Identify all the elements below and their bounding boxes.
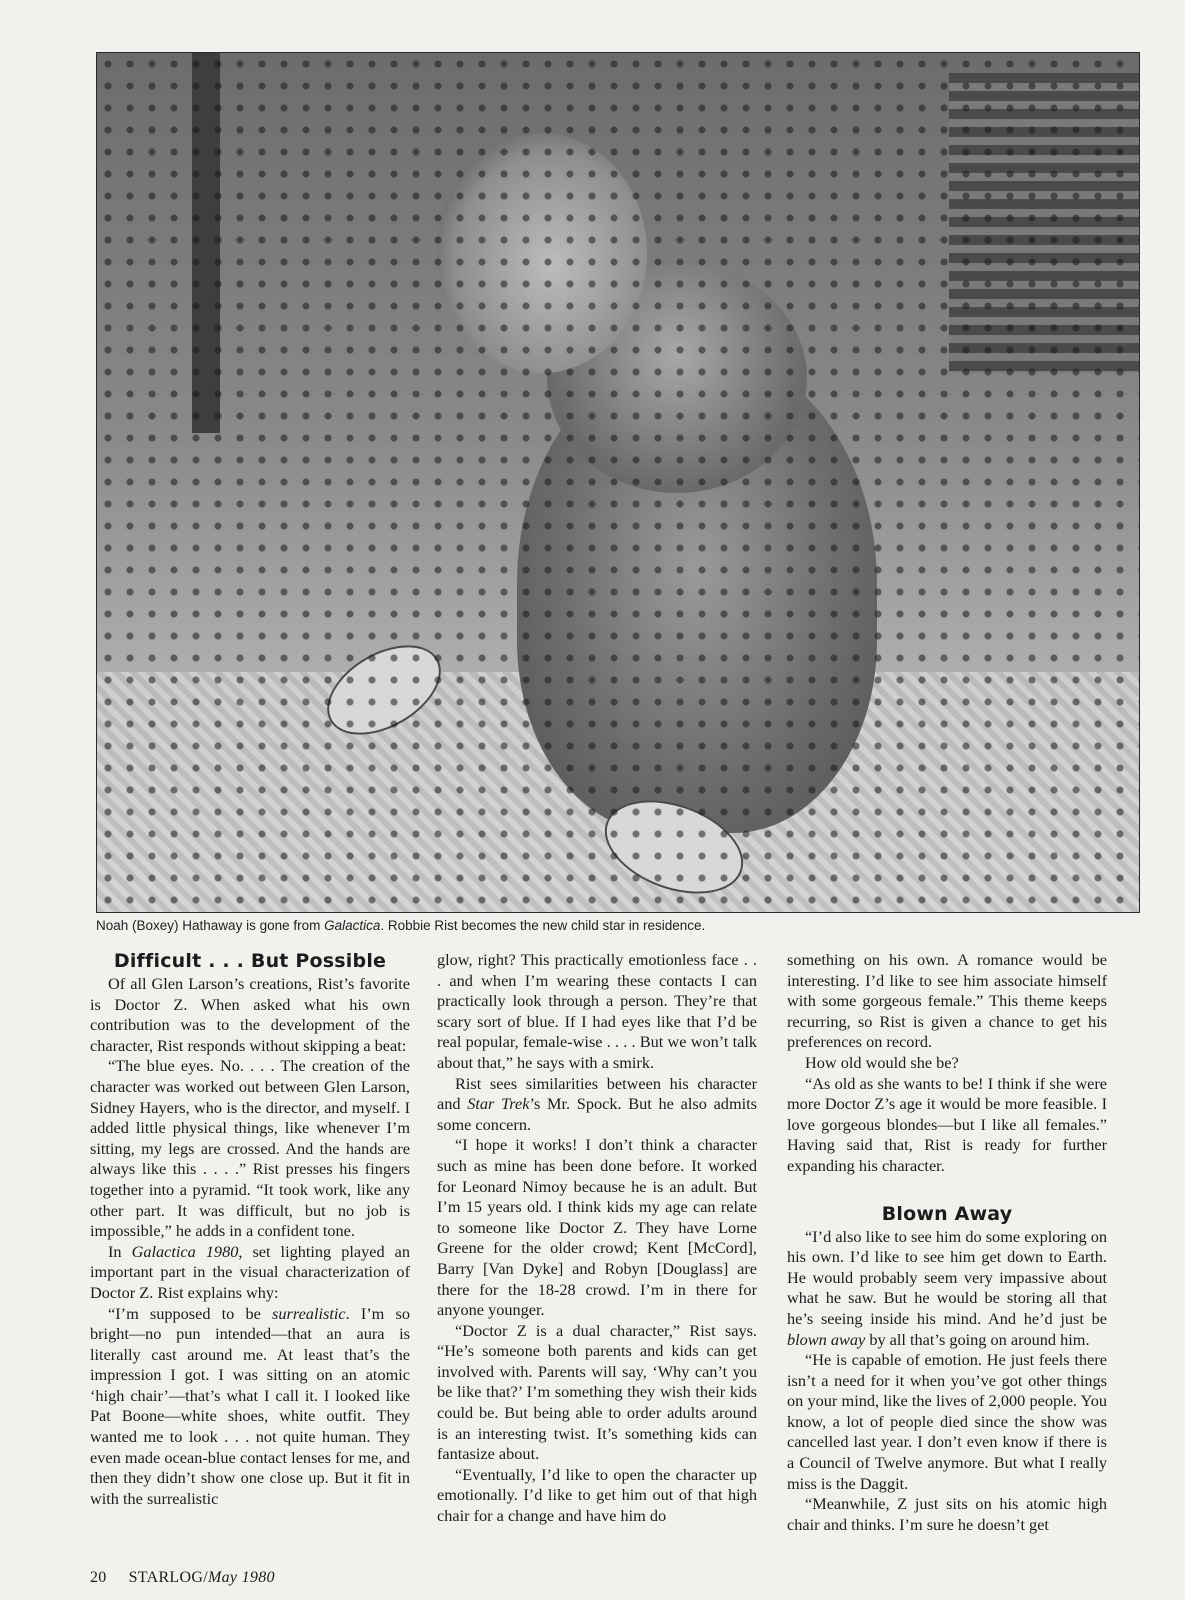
section-heading: Difficult . . . But Possible [113,950,387,972]
photo-halftone [97,53,1139,912]
paragraph: “Eventually, I’d like to open the character up emotionally. I’d like to get him out of that high chair for a change and have him do [437,1464,757,1526]
article-column-2 [437,950,757,1527]
paragraph: “The blue eyes. No. . . . The creation of the character was worked out between Glen Larson, Sidney Hayers, who is the director, and myself. I added little physical things, like whenever I’m sitting, my legs are crossed. And the hands are always like this . . . .” Rist presses his fingers together into a pyramid. “It took work, like any other part. It was difficult, but no job is impossible,” he adds in a confident tone. [90,1056,410,1241]
issue-date: May 1980 [207,1569,275,1586]
paragraph: How old would she be? [805,1052,959,1072]
paragraph: “I’m supposed to be surrealistic. I’m so bright—no pun intended—that an aura is literally cast around me. At least that’s the impression I got. I was sitting on an atomic ‘high chair’—that’s what I call it. I looked like Pat Boone—white shoes, white outfit. They wanted me to look . . . not quite human. They even made ocean-blue contact lenses for me, and then they didn’t show one close up. But it fit in with the surrealistic [90,1303,410,1508]
paragraph: “As old as she wants to be! I think if she were more Doctor Z’s age it would be more feasible. I love gorgeous blondes—but I like all females.” Having said that, Rist is ready for further expanding his character. [787,1073,1107,1175]
magazine-name: STARLOG/ [128,1569,208,1586]
page-folio [90,1569,275,1587]
paragraph: Of all Glen Larson’s creations, Rist’s favorite is Doctor Z. When asked what his own contribution was to the development of the character, Rist responds without skipping a beat: [90,974,410,1055]
article-column-1 [90,950,410,1509]
paragraph: “I hope it works! I don’t think a character such as mine has been done before. It worked for Leonard Nimoy because he is an adult. But I’m 15 years old. I think kids my age can relate to someone like Doctor Z. They have Lorne Greene for the older crowd; Kent [McCord], Barry [Van Dyke] and Robyn [Douglass] are there for the 18-28 crowd. I’m in there for anyone younger. [437,1135,757,1320]
paragraph: In Galactica 1980, set lighting played an important part in the visual characterization of Doctor Z. Rist explains why: [90,1241,410,1302]
photo-caption: Noah (Boxey) Hathaway is gone from Galactica. Robbie Rist becomes the new child star in residence. [96,918,706,933]
paragraph: “Meanwhile, Z just sits on his atomic high chair and thinks. I’m sure he doesn’t get [787,1494,1107,1534]
paragraph: Rist sees similarities between his character and Star Trek’s Mr. Spock. But he also admits some concern. [437,1073,757,1134]
paragraph: “Doctor Z is a dual character,” Rist says. “He’s someone both parents and kids can get involved with. Parents will say, ‘Why can’t you be like that?’ I’m something they wish their kids could be. But being able to order adults around is an interesting twist. It’s something kids can fantasize about. [437,1320,757,1464]
caption-title: Galactica [324,918,381,933]
paragraph: glow, right? This practically emotionless face . . . and when I’m wearing these contacts I can practically look through a person. They’re that scary sort of blue. If I had eyes like that I’d be real popular, female-wise . . . . But we won’t talk about that,” he says with a smirk. [437,950,757,1072]
paragraph: “He is capable of emotion. He just feels there isn’t a need for it when you’ve got other things on your mind, like the lives of 2,000 people. You know, a lot of people died since the show was cancelled last year. I don’t even know if there is a Council of Twelve anymore. But what I really miss is the Daggit. [787,1350,1107,1493]
article-column-3 [787,950,1107,1535]
article-photo [96,52,1140,913]
paragraph: “I’d also like to see him do some exploring on his own. I’d like to see him get down to Earth. He would probably seem very impassive about what he saw. But he would be storing all that he’s seeing inside his mind. And he’d just be blown away by all that’s going on around him. [787,1226,1107,1349]
section-heading: Blown Away [881,1202,1013,1225]
page-number: 20 [90,1569,107,1586]
paragraph: something on his own. A romance would be interesting. I’d like to see him associate himself with some gorgeous female.” This theme keeps recurring, so Rist is given a chance to get his preferences on record. [787,950,1107,1052]
